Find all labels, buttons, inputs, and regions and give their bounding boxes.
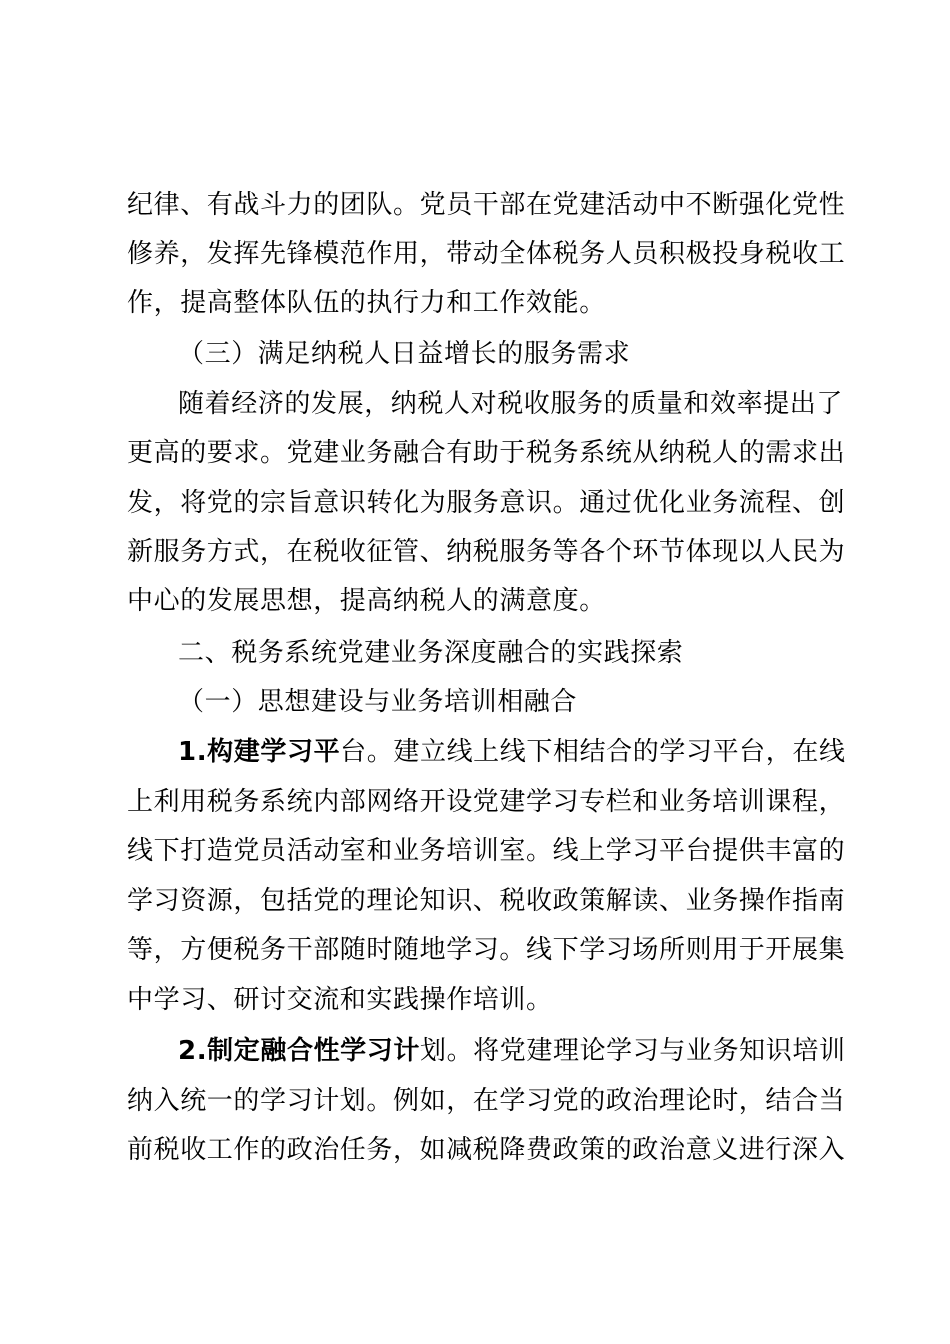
- text-line: 更高的要求。党建业务融合有助于税务系统从纳税人的需求出: [127, 438, 846, 468]
- text-line: 发，将党的宗旨意识转化为服务意识。通过优化业务流程、创: [127, 488, 846, 518]
- text-line: 学习资源，包括党的理论知识、税收政策解读、业务操作指南: [127, 886, 846, 916]
- text-line: 中心的发展思想，提高纳税人的满意度。: [127, 586, 606, 616]
- text-line: 纪律、有战斗力的团队。党员干部在党建活动中不断强化党性: [127, 190, 846, 220]
- text-line: 纳入统一的学习计划。例如，在学习党的政治理论时，结合当: [127, 1086, 846, 1116]
- bold-item-label: 1.构建学习平: [178, 737, 341, 767]
- text-line: 新服务方式，在税收征管、纳税服务等各个环节体现以人民为: [127, 537, 846, 567]
- text-line: [178, 735, 898, 769]
- text-line: 修养，发挥先锋模范作用，带动全体税务人员积极投身税收工: [127, 239, 846, 269]
- text-fragment: 台。: [340, 737, 394, 767]
- text-fragment: 划。将党建理论学习与业务知识培训: [419, 1036, 846, 1066]
- text-line: 等，方便税务干部随时随地学习。线下学习场所则用于开展集: [127, 935, 846, 965]
- section-heading: （三）满足纳税人日益增长的服务需求: [178, 339, 631, 369]
- text-line: [178, 1034, 898, 1068]
- bold-item-label: 2.制定融合性学习计: [178, 1036, 420, 1066]
- text-line: 中学习、研讨交流和实践操作培训。: [127, 985, 553, 1015]
- text-line: 随着经济的发展，纳税人对税收服务的质量和效率提出了: [178, 389, 844, 419]
- text-line: 上利用税务系统内部网络开设党建学习专栏和业务培训课程，: [127, 787, 846, 817]
- text-line: 前税收工作的政治任务，如减税降费政策的政治意义进行深入: [127, 1135, 846, 1165]
- subsection-heading: （一）思想建设与业务培训相融合: [178, 687, 578, 717]
- text-line: 作，提高整体队伍的执行力和工作效能。: [127, 288, 606, 318]
- text-fragment: 建立线上线下相结合的学习平台，在线: [393, 737, 846, 767]
- section-heading: 二、税务系统党建业务深度融合的实践探索: [178, 638, 684, 668]
- text-line: 线下打造党员活动室和业务培训室。线上学习平台提供丰富的: [127, 836, 846, 866]
